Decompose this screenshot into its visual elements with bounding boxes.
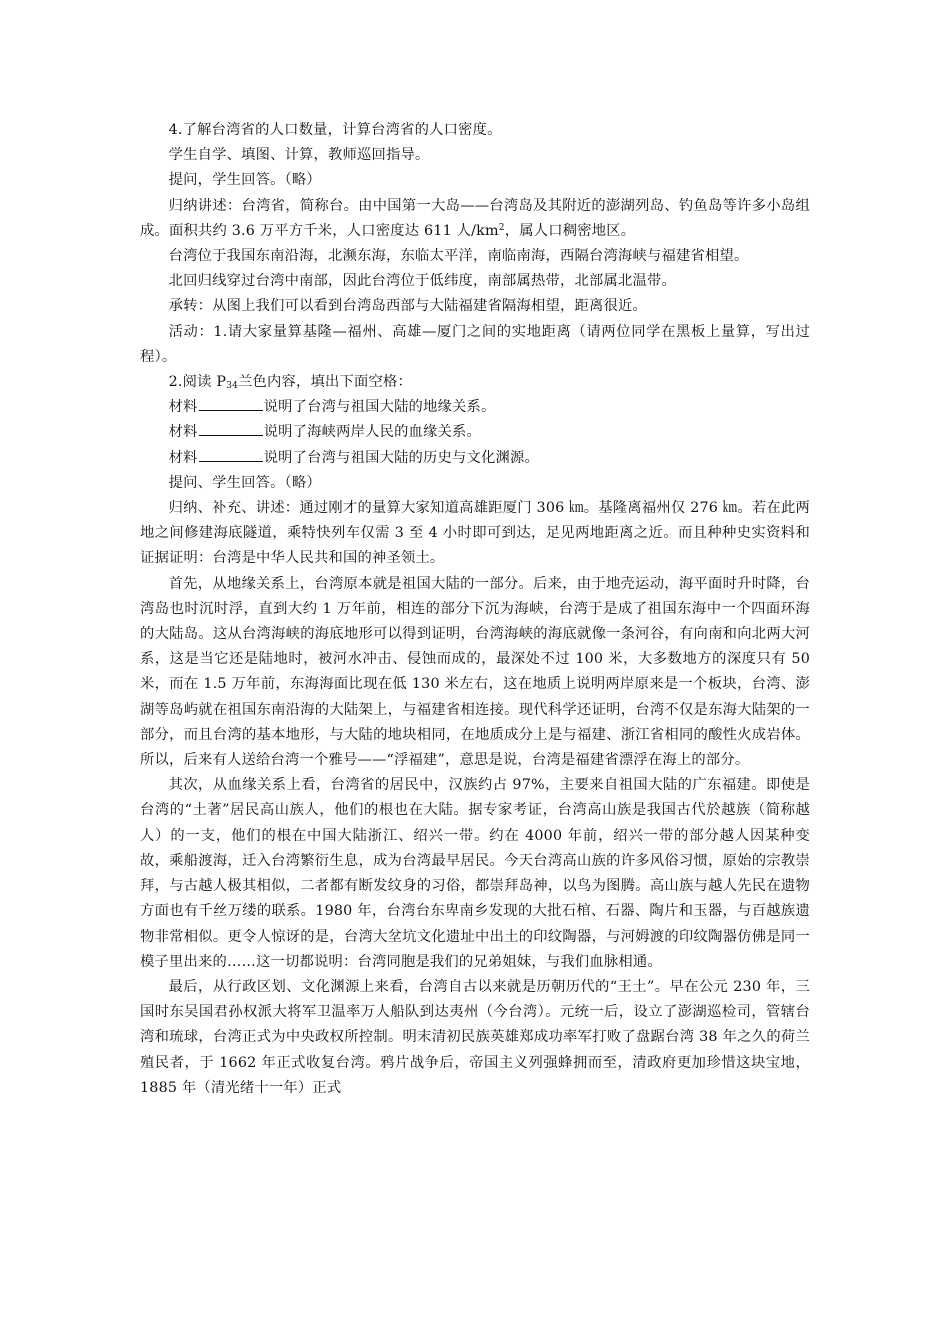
summary-text-b: ，属人口稠密地区。 <box>504 222 636 239</box>
blank-line <box>199 421 263 436</box>
fill-text: 说明了台湾与祖国大陆的历史与文化渊源。 <box>263 449 540 466</box>
paragraph-question-answer-2: 提问、学生回答。（略） <box>168 474 321 491</box>
activity-2-text-a: 2.阅读 P <box>168 374 227 391</box>
fill-label: 材料 <box>168 399 198 416</box>
blank-line <box>199 396 263 411</box>
fill-blank-history <box>140 446 810 471</box>
paragraph-student-activity: 学生自学、填图、计算，教师巡回指导。 <box>168 147 430 164</box>
summary-text-a: 归纳讲述：台湾省，简称台。由中国第一大岛——台湾岛及其附近的澎湖列岛、钓鱼岛等许多小岛组成。面积共约 3.6 万平方千米，人口密度达 611 人/km <box>140 197 810 239</box>
subscript-34: 34 <box>226 381 239 392</box>
fill-blank-geography <box>140 395 810 420</box>
paragraph-activity-2 <box>140 370 810 395</box>
paragraph-location: 台湾位于我国东南沿海，北濒东海，东临太平洋，南临南海，西隔台湾海峡与福建省相望。 <box>168 248 749 265</box>
paragraph-history-relation: 最后，从行政区划、文化渊源上来看，台湾自古以来就是历朝历代的“王土”。早在公元 230 年，三国时东吴国君孙权派大将军卫温率万人船队到达夷州（今台湾）。元统一后，设立了澎湖巡检司，管辖台湾和琉球，台湾正式为中央政权所控制。明末清初民族英雄郑成功率军打败了盘踞台湾 38 年之久的荷兰殖民者，于 1662 年正式收复台湾。鸦片战争后，帝国主义列强蜂拥而至，清政府更加珍惜这块宝地，1885 年（清光绪十一年）正式 <box>140 978 810 1096</box>
paragraph-activity-1: 活动：1.请大家量算基隆—福州、高雄—厦门之间的实地距离（请两位同学在黑板上量算，写出过程）。 <box>140 323 810 365</box>
paragraph-transition: 承转：从图上我们可以看到台湾岛西部与大陆福建省隔海相望，距离很近。 <box>168 298 647 315</box>
fill-label: 材料 <box>168 424 198 441</box>
blank-line <box>199 447 263 462</box>
paragraph-question-answer-1: 提问，学生回答。（略） <box>168 172 321 189</box>
fill-label: 材料 <box>168 449 198 466</box>
paragraph-distance-summary: 归纳、补充、讲述：通过刚才的量算大家知道高雄距厦门 306 ㎞。基隆离福州仅 276 ㎞。若在此两地之间修建海底隧道，乘特快列车仅需 3 至 4 小时即可到达，足见两地距离之近。而且种种史实资料和证据证明：台湾是中华人民共和国的神圣领土。 <box>140 500 810 567</box>
paragraph-tropic: 北回归线穿过台湾中南部，因此台湾位于低纬度，南部属热带，北部属北温带。 <box>168 273 676 290</box>
paragraph-task-4: 4.了解台湾省的人口数量，计算台湾省的人口密度。 <box>168 122 502 138</box>
fill-text: 说明了台湾与祖国大陆的地缘关系。 <box>263 399 496 416</box>
fill-text: 说明了海峡两岸人民的血缘关系。 <box>263 424 482 441</box>
paragraph-summary-taiwan <box>140 194 810 244</box>
paragraph-blood-relation: 其次，从血缘关系上看，台湾省的居民中，汉族约占 97%，主要来自祖国大陆的广东福建。即使是台湾的“土著”居民高山族人，他们的根也在大陆。据专家考证，台湾高山族是我国古代於越族（简称越人）的一支，他们的根在中国大陆浙江、绍兴一带。约在 4000 年前，绍兴一带的部分越人因某种变故，乘船渡海，迁入台湾繁衍生息，成为台湾最早居民。今天台湾高山族的许多风俗习惯，原始的宗教崇拜，与古越人极其相似，二者都有断发纹身的习俗，都崇拜岛神，以鸟为图腾。高山族与越人先民在遗物方面也有千丝万缕的联系。1980 年，台湾台东卑南乡发现的大批石棺、石器、陶片和玉器，与百越族遗物非常相似。更令人惊讶的是，台湾大坌坑文化遗址中出土的印纹陶器，与河姆渡的印纹陶器仿佛是同一模子里出来的……这一切都说明：台湾同胞是我们的兄弟姐妹，与我们血脉相通。 <box>140 777 810 970</box>
superscript-2: 2 <box>498 222 505 233</box>
document-page <box>140 118 810 1101</box>
fill-blank-blood <box>140 420 810 445</box>
activity-2-text-b: 兰色内容，填出下面空格： <box>238 374 413 391</box>
paragraph-geographic-relation: 首先，从地缘关系上，台湾原本就是祖国大陆的一部分。后来，由于地壳运动，海平面时升时降，台湾岛也时沉时浮，直到大约 1 万年前，相连的部分下沉为海峡，台湾于是成了祖国东海中一个四面环海的大陆岛。这从台湾海峡的海底地形可以得到证明，台湾海峡的海底就像一条河谷，有向南和向北两大河系，这是当它还是陆地时，被河水冲击、侵蚀而成的，最深处不过 100 米，大多数地方的深度只有 50 米，而在 1.5 万年前，东海海面比现在低 130 米左右，这在地质上说明两岸原来是一个板块，台湾、澎湖等岛屿就在祖国东南沿海的大陆架上，与福建省相连接。现代科学还证明，台湾不仅是东海大陆架的一部分，而且台湾的基本地形，与大陆的地块相同，在地质成分上是与福建、浙江省相同的酸性火成岩体。所以，后来有人送给台湾一个雅号——“浮福建”，意思是说，台湾是福建省漂浮在海上的部分。 <box>140 575 810 769</box>
